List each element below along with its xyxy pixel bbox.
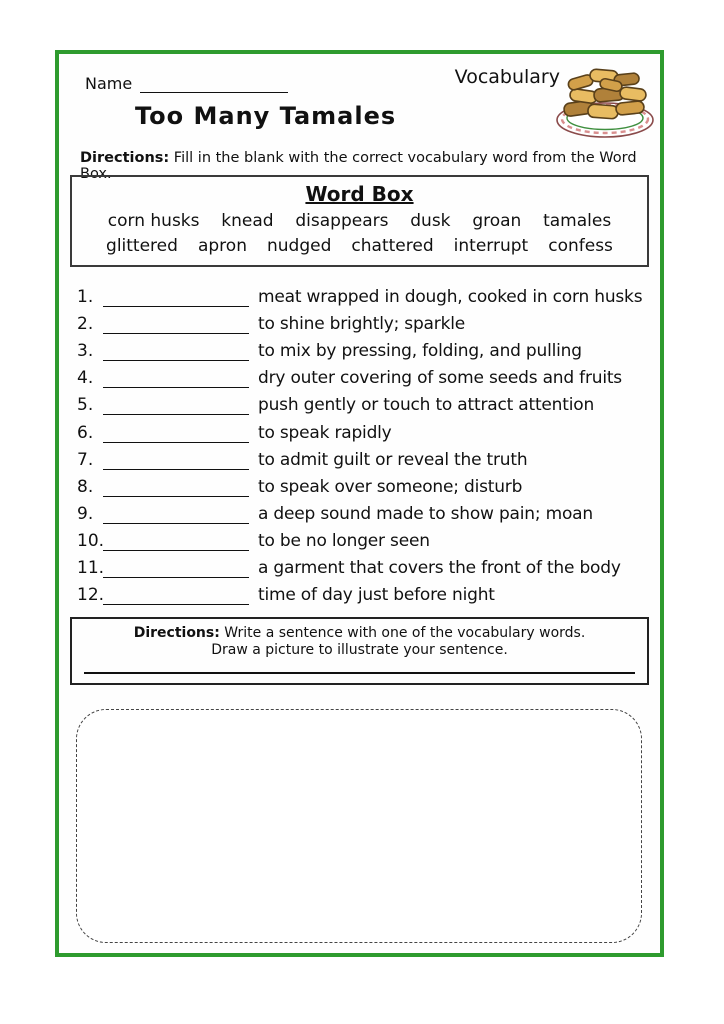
question-row [77, 524, 657, 551]
word-box [70, 175, 649, 267]
question-row [77, 280, 657, 307]
question-row [77, 443, 657, 470]
answer-blank-field[interactable] [103, 504, 249, 524]
answer-blank-field[interactable] [103, 341, 249, 361]
question-row [77, 578, 657, 605]
word-item: chattered [351, 236, 434, 256]
vocabulary-corner-label: Vocabulary [454, 66, 560, 88]
question-number: 4. [77, 368, 94, 389]
question-definition: time of day just before night [258, 585, 495, 606]
question-number: 8. [77, 476, 94, 497]
question-definition: a deep sound made to show pain; moan [258, 503, 593, 524]
question-definition: to speak rapidly [258, 422, 392, 443]
question-list [77, 280, 657, 605]
name-blank-field[interactable] [140, 76, 288, 93]
directions-2-line-2: Draw a picture to illustrate your sentence. [211, 642, 508, 658]
word-item: tamales [543, 211, 612, 231]
word-item: knead [221, 211, 274, 231]
question-number: 9. [77, 503, 94, 524]
word-item: apron [197, 236, 247, 256]
drawing-area[interactable] [76, 709, 642, 943]
directions-1-label: Directions: [80, 150, 170, 166]
word-item: groan [472, 211, 522, 231]
directions-2-text: Write a sentence with one of the vocabulary words. [219, 625, 586, 641]
word-item: corn husks [107, 211, 200, 231]
worksheet-page [55, 50, 664, 957]
question-row [77, 415, 657, 442]
directions-2-line-1 [72, 625, 647, 641]
answer-blank-field[interactable] [103, 368, 249, 388]
question-definition: push gently or touch to attract attention [258, 395, 595, 416]
answer-blank-field[interactable] [103, 423, 249, 443]
question-number: 3. [77, 341, 94, 362]
word-item: glittered [106, 236, 178, 256]
answer-blank-field[interactable] [103, 558, 249, 578]
answer-blank-field[interactable] [103, 477, 249, 497]
question-definition: dry outer covering of some seeds and fruits [258, 368, 622, 389]
name-row [85, 74, 288, 93]
word-box-row-1 [72, 211, 647, 231]
question-definition: a garment that covers the front of the body [258, 558, 621, 579]
sentence-writing-line-field[interactable] [84, 672, 635, 674]
directions-1-text: Fill in the blank with the correct vocabulary word from the Word Box. [80, 150, 637, 182]
word-item: nudged [267, 236, 332, 256]
answer-blank-field[interactable] [103, 450, 249, 470]
question-definition: meat wrapped in dough, cooked in corn husks [258, 287, 643, 308]
word-item: dusk [410, 211, 451, 231]
sentence-directions-box [70, 617, 649, 685]
question-definition: to mix by pressing, folding, and pulling [258, 341, 582, 362]
answer-blank-field[interactable] [103, 314, 249, 334]
question-number: 12. [77, 585, 105, 606]
question-number: 6. [77, 422, 94, 443]
question-definition: to speak over someone; disturb [258, 476, 523, 497]
directions-2-label: Directions: [133, 625, 220, 641]
question-number: 10. [77, 530, 105, 551]
word-item: confess [548, 236, 613, 256]
answer-blank-field[interactable] [103, 287, 249, 307]
question-definition: to be no longer seen [258, 530, 430, 551]
worksheet-title: Too Many Tamales [135, 102, 397, 130]
answer-blank-field[interactable] [103, 395, 249, 415]
question-row [77, 307, 657, 334]
word-item: interrupt [453, 236, 529, 256]
tamales-plate-icon [554, 60, 656, 140]
question-row [77, 470, 657, 497]
question-row [77, 361, 657, 388]
question-number: 5. [77, 395, 94, 416]
question-definition: to shine brightly; sparkle [258, 314, 465, 335]
word-box-row-2 [72, 236, 647, 256]
question-row [77, 497, 657, 524]
word-item: disappears [295, 211, 389, 231]
question-number: 2. [77, 314, 94, 335]
question-number: 1. [77, 287, 94, 308]
word-box-title: Word Box [305, 182, 414, 206]
name-label: Name [85, 74, 133, 93]
question-row [77, 388, 657, 415]
question-number: 11. [77, 558, 105, 579]
question-number: 7. [77, 449, 94, 470]
question-definition: to admit guilt or reveal the truth [258, 449, 528, 470]
answer-blank-field[interactable] [103, 585, 249, 605]
question-row [77, 551, 657, 578]
answer-blank-field[interactable] [103, 531, 249, 551]
question-row [77, 334, 657, 361]
